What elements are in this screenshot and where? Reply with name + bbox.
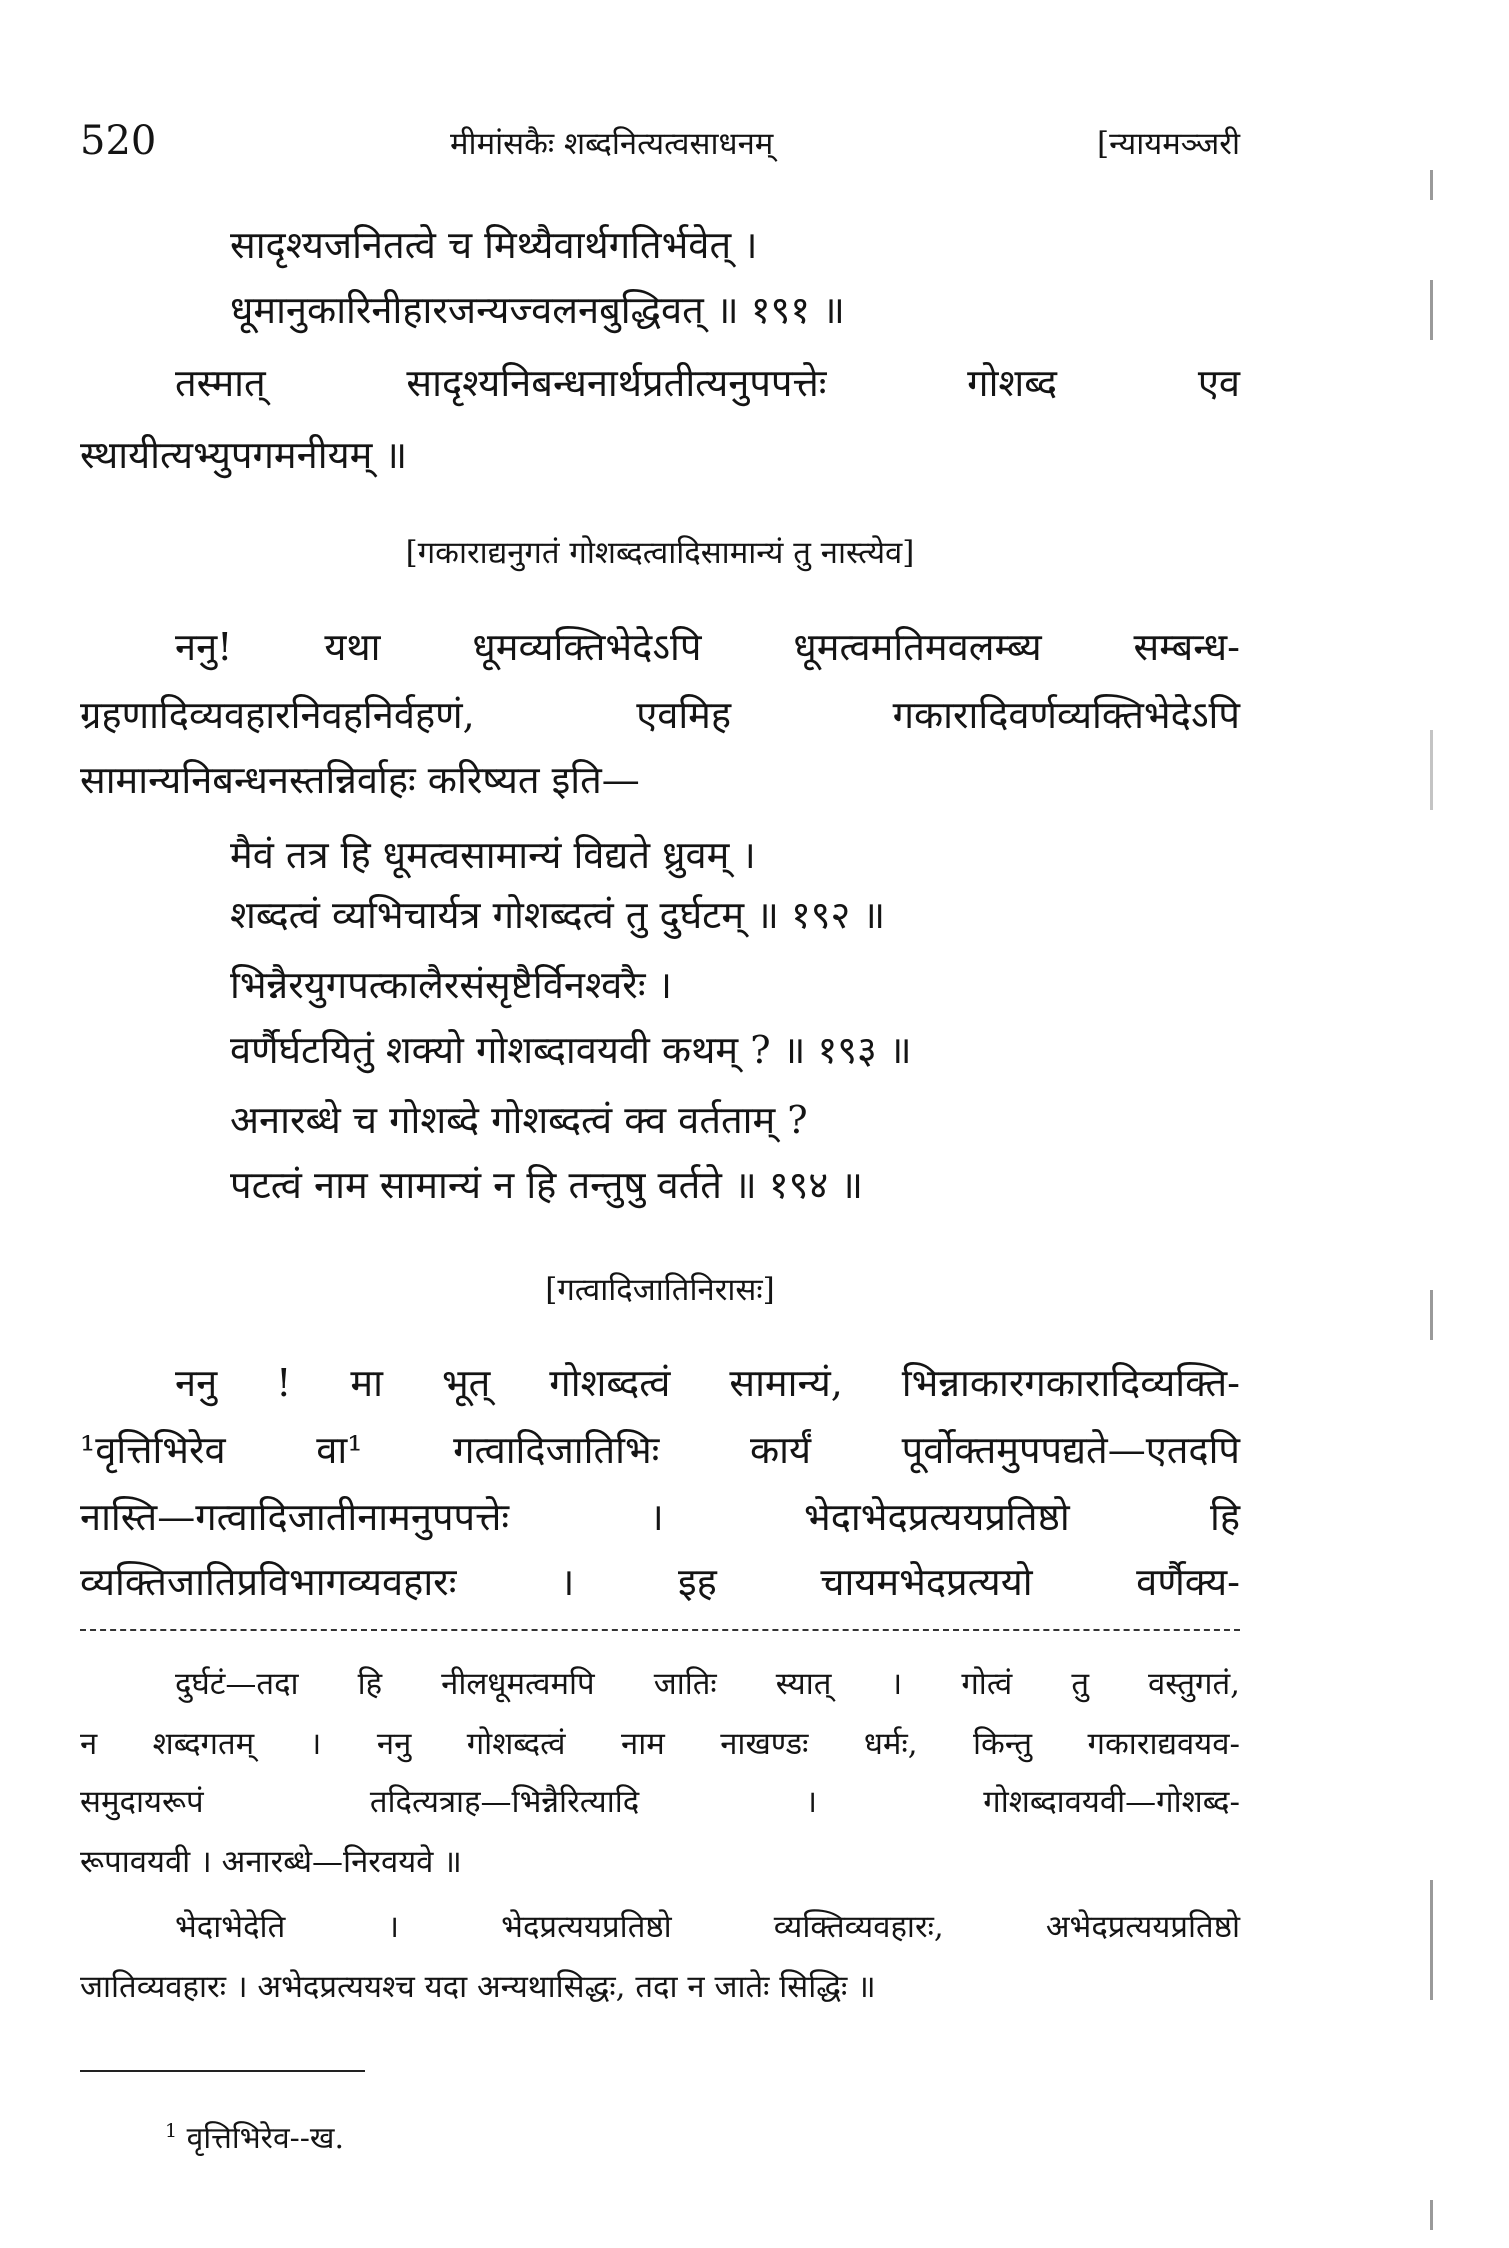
scan-mark (1430, 730, 1433, 810)
scan-mark (1430, 1290, 1433, 1340)
scan-mark (1430, 280, 1433, 340)
commentary-divider (80, 1629, 1240, 1631)
verse-line: अनारब्धे च गोशब्दे गोशब्दत्वं क्व वर्तताम् ? (230, 1098, 808, 1142)
running-title: मीमांसकैः शब्दनित्यत्वसाधनम् (450, 126, 774, 162)
section-heading: [गत्वादिजातिनिरासः] (545, 1272, 775, 1308)
prose-line: व्यक्तिजातिप्रविभागव्यवहारः । इह चायमभेदप्रत्ययो वर्णैक्य- (80, 1560, 1240, 1604)
prose-line: ननु! यथा धूमव्यक्तिभेदेऽपि धूमत्वमतिमवलम्ब्य सम्बन्ध- (175, 625, 1240, 669)
prose-line: स्थायीत्यभ्युपगमनीयम् ॥ (80, 433, 408, 477)
verse-line: मैवं तत्र हि धूमत्वसामान्यं विद्यते ध्रुवम् । (230, 833, 756, 877)
page-number: 520 (80, 118, 157, 164)
commentary-line: जातिव्यवहारः । अभेदप्रत्ययश्च यदा अन्यथासिद्धः, तदा न जातेः सिद्धिः ॥ (80, 1969, 876, 2005)
footnote-divider (80, 2070, 365, 2072)
verse-line: भिन्नैरयुगपत्कालैरसंसृष्टैर्विनश्वरैः । (230, 963, 672, 1007)
section-heading: [गकाराद्यनुगतं गोशब्दत्वादिसामान्यं तु नास्त्येव] (405, 535, 915, 571)
prose-line: नास्ति—गत्वादिजातीनामनुपपत्तेः । भेदाभेदप्रत्ययप्रतिष्ठो हि (80, 1495, 1240, 1539)
commentary-line: समुदायरूपं तदित्यत्राह—भिन्नैरित्यादि । गोशब्दावयवी—गोशब्द- (80, 1784, 1240, 1820)
verse-line: शब्दत्वं व्यभिचार्यत्र गोशब्दत्वं तु दुर्घटम् ॥ १९२ ॥ (230, 893, 886, 937)
verse-line: वर्णैर्घटयितुं शक्यो गोशब्दावयवी कथम् ? ॥ १९३ ॥ (230, 1028, 912, 1072)
footnote-marker: 1 (165, 2120, 178, 2142)
prose-line: ननु ! मा भूत् गोशब्दत्वं सामान्यं, भिन्नाकारगकारादिव्यक्ति- (175, 1361, 1240, 1405)
verse-line: सादृश्यजनितत्वे च मिथ्यैवार्थगतिर्भवेत् । (230, 223, 758, 267)
commentary-line: न शब्दगतम् । ननु गोशब्दत्वं नाम नाखण्डः धर्मः, किन्तु गकाराद्यवयव- (80, 1726, 1240, 1762)
book-title: [न्यायमञ्जरी (1097, 126, 1240, 162)
verse-line: पटत्वं नाम सामान्यं न हि तन्तुषु वर्तते ॥ १९४ ॥ (230, 1163, 863, 1207)
prose-line: सामान्यनिबन्धनस्तन्निर्वाहः करिष्यत इति— (80, 758, 640, 802)
prose-line: तस्मात् सादृश्यनिबन्धनार्थप्रतीत्यनुपपत्तेः गोशब्द एव (175, 361, 1240, 405)
scan-mark (1430, 170, 1433, 200)
scan-mark (1430, 2200, 1433, 2230)
prose-line: ¹वृत्तिभिरेव वा¹ गत्वादिजातिभिः कार्यं पूर्वोक्तमुपपद्यते—एतदपि (80, 1428, 1240, 1472)
prose-line: ग्रहणादिव्यवहारनिवहनिर्वहणं, एवमिह गकारादिवर्णव्यक्तिभेदेऽपि (80, 693, 1240, 737)
verse-line: धूमानुकारिनीहारजन्यज्वलनबुद्धिवत् ॥ १९१ ॥ (230, 288, 845, 332)
commentary-line: रूपावयवी । अनारब्धे—निरवयवे ॥ (80, 1844, 462, 1880)
commentary-line: दुर्घटं—तदा हि नीलधूमत्वमपि जातिः स्यात् । गोत्वं तु वस्तुगतं, (175, 1666, 1240, 1702)
scan-mark (1430, 1880, 1433, 2000)
commentary-line: भेदाभेदेति । भेदप्रत्ययप्रतिष्ठो व्यक्तिव्यवहारः, अभेदप्रत्ययप्रतिष्ठो (175, 1909, 1240, 1945)
running-header (80, 118, 1240, 168)
footnote-text: वृत्तिभिरेव--ख. (186, 2121, 344, 2156)
footnote (165, 2116, 344, 2157)
